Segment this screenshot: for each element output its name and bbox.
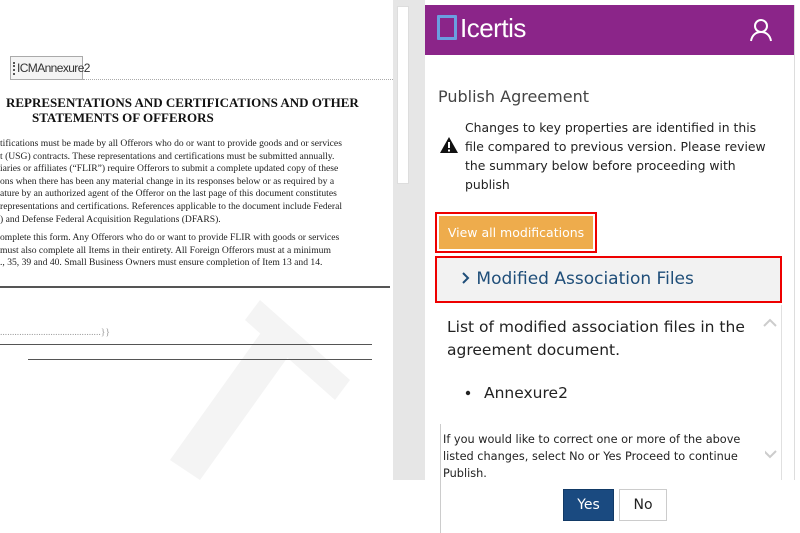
paragraph-line: ature by an authorized agent of the Offeror on the last page of this document constitutes — [0, 188, 337, 200]
panel-header — [425, 5, 794, 55]
user-icon[interactable] — [750, 18, 772, 42]
content-control-tag[interactable] — [10, 56, 90, 80]
paragraph-line: tifications must be made by all Offerors who do or want to provide goods and or services — [0, 138, 342, 149]
tag-label: ICMAnnexure2 — [17, 61, 90, 75]
document-scrollbar-thumb[interactable] — [397, 6, 409, 184]
view-all-modifications-button[interactable]: View all modifications — [439, 216, 593, 249]
paragraph-line: ons when there has been any material change in its responses below or as required by a — [0, 175, 335, 187]
document-area — [0, 0, 393, 533]
paragraph-line: ) and Defense Federal Acquisition Regulations (DFARS). — [0, 213, 221, 225]
paragraph-line: ., 35, 39 and 40. Small Business Owners must ensure completion of Item 13 and 14. — [0, 257, 323, 269]
heading-line-1: REPRESENTATIONS AND CERTIFICATIONS AND OTHER — [6, 95, 359, 110]
list-item-label: Annexure2 — [484, 384, 568, 402]
divider — [83, 79, 393, 80]
view-all-highlight — [435, 212, 597, 253]
section-title: Modified Association Files — [476, 269, 694, 289]
modified-association-files-section[interactable] — [435, 256, 782, 303]
chevron-right-icon — [461, 271, 471, 285]
field-placeholder[interactable]: ..........................................}} — [0, 327, 110, 338]
watermark — [150, 260, 370, 520]
drag-handle-icon[interactable] — [13, 62, 15, 75]
yes-button[interactable]: Yes — [563, 489, 614, 521]
confirmation-text: If you would like to correct one or more of the above listed changes, select No or Yes Proceed to continue Publish. — [443, 433, 741, 480]
scroll-down-icon[interactable] — [763, 449, 777, 459]
warning-message: Changes to key properties are identified in this file compared to previous version. Please review the summary below before proceeding with publish — [465, 120, 766, 192]
scroll-up-icon[interactable] — [763, 318, 777, 328]
paragraph-line: must also complete all Items in their entirety. All Foreign Offerors must at a minimum — [0, 244, 331, 256]
signature-line — [28, 359, 372, 360]
section-header[interactable] — [461, 269, 694, 289]
signature-line — [0, 344, 372, 345]
heading-line-2: STATEMENTS OF OFFERORS — [32, 110, 214, 125]
paragraph-line: iaries or affiliates (“FLIR”) require Offerors to submit a complete updated copy of these — [0, 163, 339, 175]
brand-name: Icertis — [460, 13, 526, 43]
bullet-icon — [464, 388, 484, 398]
paragraph-line: t (USG) contracts. These representations and certifications must be submitted annually. — [0, 150, 335, 162]
section-description: List of modified association files in the agreement document. — [447, 318, 745, 359]
no-button[interactable]: No — [619, 489, 667, 521]
horizontal-rule — [0, 286, 390, 288]
page-title: Publish Agreement — [438, 87, 589, 106]
paragraph-line: representations and certifications. References applicable to the document include Federal — [0, 201, 343, 212]
icertis-logo-icon — [437, 15, 457, 40]
list-item — [464, 384, 568, 402]
warning-icon — [439, 136, 459, 154]
paragraph-line: omplete this form. Any Offerors who do or want to provide FLIR with goods or services — [0, 232, 340, 243]
